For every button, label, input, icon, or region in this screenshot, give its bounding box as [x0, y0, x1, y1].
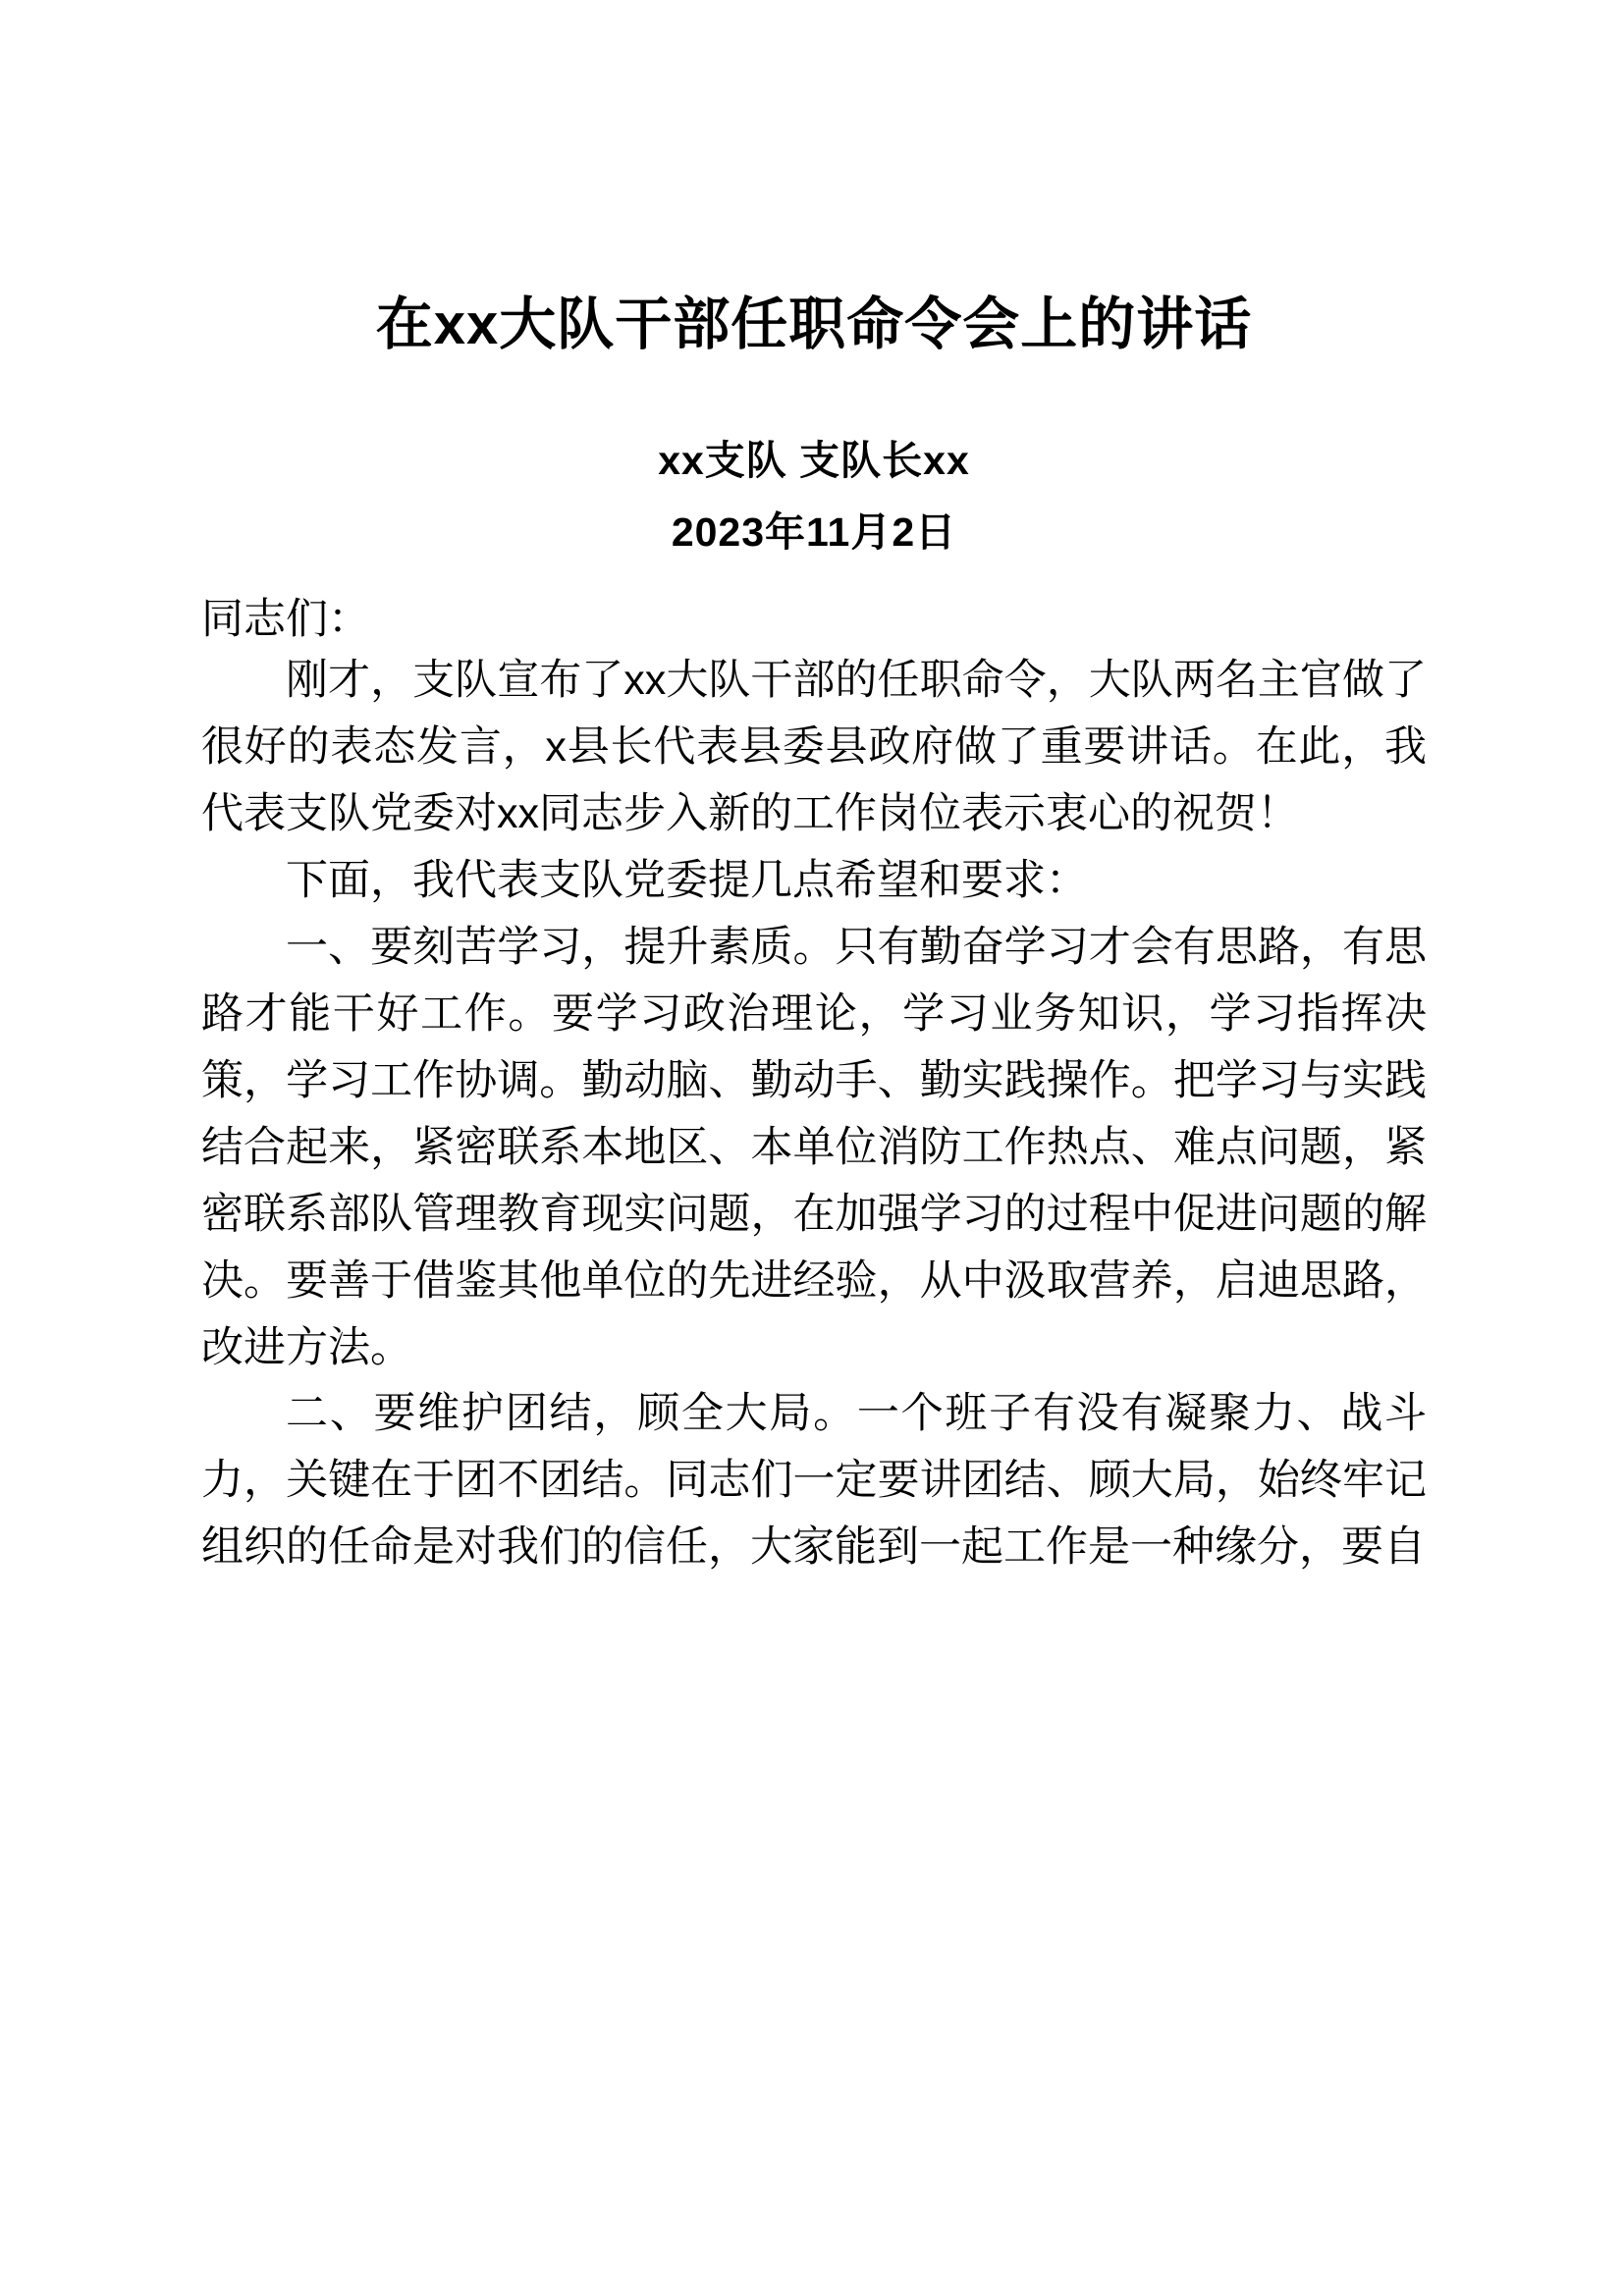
document-date: 2023年11月2日	[671, 508, 957, 555]
body-paragraph-4: 二、要维护团结，顾全大局。一个班子有没有凝聚力、战斗力，关键在于团不团结。同志们一定要讲团结、顾大局，始终牢记组织的任命是对我们的信任，大家能到一起工作是一种缘分，要自	[201, 1390, 1427, 1572]
document-byline: xx支队 支队长xx	[658, 437, 970, 483]
salutation: 同志们：	[201, 596, 370, 644]
body-paragraph-2: 下面，我代表支队党委提几点希望和要求：	[286, 856, 1088, 904]
body-paragraph-1: 刚才，支队宣布了xx大队干部的任职命令，大队两名主官做了很好的表态发言，x县长代表县委县政府做了重要讲话。在此，我代表支队党委对xx同志步入新的工作岗位表示衷心的祝贺！	[201, 657, 1427, 838]
document-body	[201, 0, 1427, 1581]
body-paragraph-3: 一、要刻苦学习，提升素质。只有勤奋学习才会有思路，有思路才能干好工作。要学习政治理论，学习业务知识，学习指挥决策，学习工作协调。勤动脑、勤动手、勤实践操作。把学习与实践结合起来，紧密联系本地区、本单位消防工作热点、难点问题，紧密联系部队管理教育现实问题，在加强学习的过程中促进问题的解决。要善于借鉴其他单位的先进经验，从中汲取营养，启迪思路，改进方法。	[201, 923, 1427, 1371]
document-title: 在xx大队干部任职命令会上的讲话	[375, 293, 1253, 356]
